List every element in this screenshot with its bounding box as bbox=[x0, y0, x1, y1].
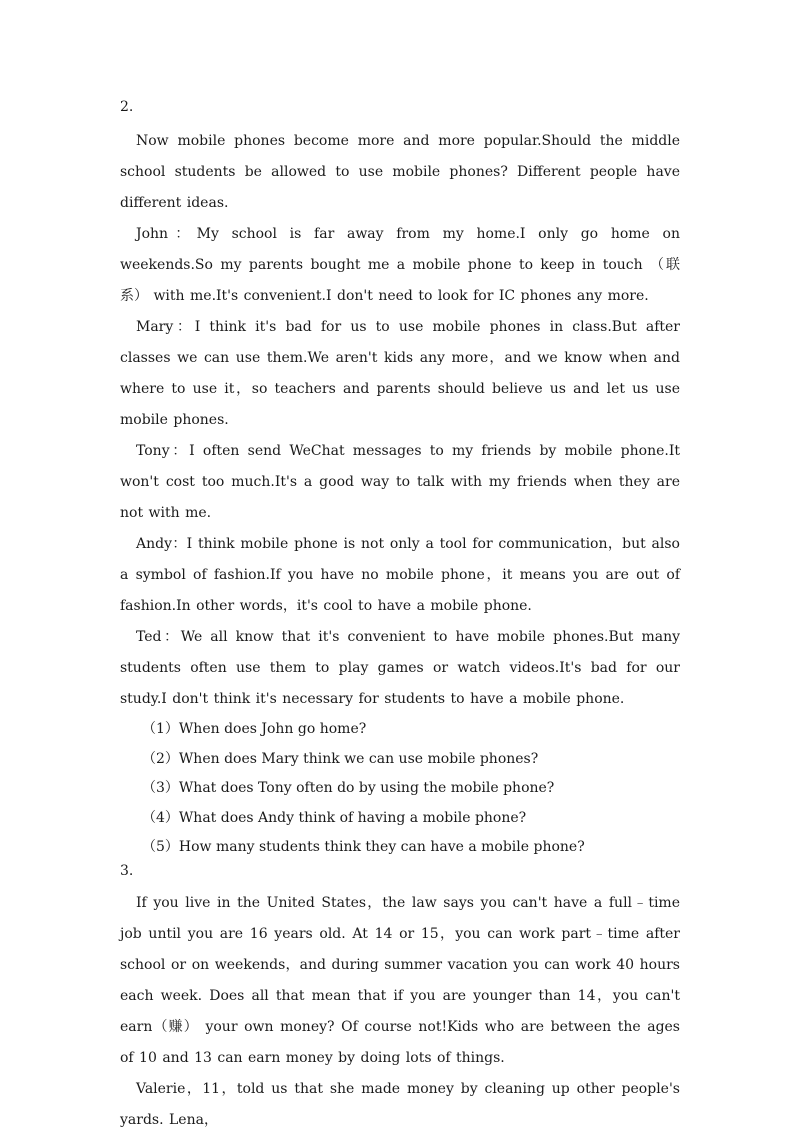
passage-3-paragraph: Valerie，11，told us that she made money by cleaning up other people's yards. Lena， bbox=[120, 1080, 680, 1128]
question-item: （2）When does Mary think we can use mobile phones? bbox=[142, 750, 539, 767]
passage-2-john: John：My school is far away from my home.I only go home on weekends.So my parents bought me a mobile phone to keep in touch （联系） with me.It's convenient.I don't need to look for IC phones any more. bbox=[120, 226, 680, 304]
passage-2-ted: Ted：We all know that it's convenient to have mobile phones.But many students often use them to play games or watch videos.It's bad for our study.I don't think it's necessary for students to have a mobile phone. bbox=[120, 629, 680, 707]
question-number-2: 2. bbox=[120, 99, 134, 115]
passage-2-mary: Mary：I think it's bad for us to use mobile phones in class.But after classes we can use them.We aren't kids any more，and we know when and where to use it，so teachers and parents should believe us and let us use mobile phones. bbox=[120, 319, 680, 428]
question-list-2 bbox=[120, 715, 680, 863]
question-item: （4）What does Andy think of having a mobile phone? bbox=[142, 809, 527, 826]
question-item: （1）When does John go home? bbox=[142, 721, 367, 737]
passage-3 bbox=[120, 888, 680, 1136]
question-item: （3）What does Tony often do by using the mobile phone? bbox=[142, 780, 555, 796]
question-number-3: 3. bbox=[120, 862, 134, 879]
passage-2-andy: Andy：I think mobile phone is not only a tool for communication，but also a symbol of fashion.If you have no mobile phone，it means you are out of fashion.In other words，it's cool to have a mobile phone. bbox=[120, 536, 680, 614]
passage-2 bbox=[120, 126, 680, 715]
question-item: （5）How many students think they can have a mobile phone? bbox=[142, 839, 585, 855]
passage-2-tony: Tony：I often send WeChat messages to my friends by mobile phone.It won't cost too much.It's a good way to talk with my friends when they are not with me. bbox=[120, 443, 680, 521]
document-page bbox=[120, 95, 680, 1136]
passage-2-intro: Now mobile phones become more and more popular.Should the middle school students be allowed to use mobile phones? Different people have different ideas. bbox=[120, 133, 680, 211]
passage-3-paragraph: If you live in the United States，the law says you can't have a full﹣time job until you are 16 years old. At 14 or 15，you can work part﹣time after school or on weekends，and during summer vacation you can work 40 hours each week. Does all that mean that if you are younger than 14，you can't earn（赚） your own money? Of course not!Kids who are between the ages of 10 and 13 can earn money by doing lots of things. bbox=[120, 894, 680, 1066]
